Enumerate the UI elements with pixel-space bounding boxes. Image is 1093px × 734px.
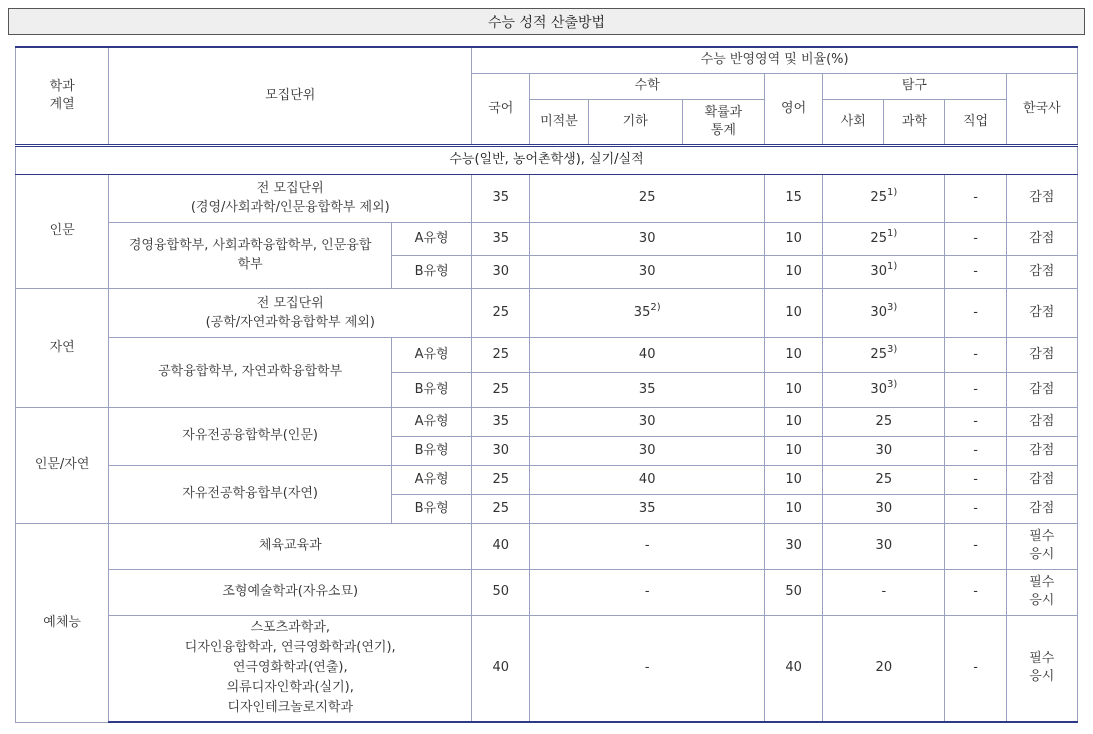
english-cell: 10 [765, 372, 823, 407]
header-math: 수학 [530, 73, 765, 99]
math-cell: 30 [530, 436, 765, 465]
english-cell: 10 [765, 222, 823, 255]
inquiry-cell: 30 [823, 523, 945, 569]
header-math-sub: 미적분 [530, 99, 588, 145]
math-cell: 35 [530, 494, 765, 523]
inquiry-cell: 30 [823, 436, 945, 465]
header-math-sub: 기하 [588, 99, 682, 145]
korean-cell: 25 [472, 337, 530, 372]
history-cell: 필수 응시 [1006, 523, 1077, 569]
unit-cell: 스포츠과학과, 디자인융합학과, 연극영화학과(연기), 연극영화학과(연출), 의류디자인학과(실기), 디자인테크놀로지학과 [109, 615, 472, 722]
type-cell: B유형 [392, 436, 472, 465]
math-cell: - [530, 569, 765, 615]
header-inquiry: 탐구 [823, 73, 1006, 99]
history-cell: 감점 [1006, 174, 1077, 222]
type-cell: A유형 [392, 222, 472, 255]
math-cell: 30 [530, 222, 765, 255]
korean-cell: 25 [472, 465, 530, 494]
unit-cell: 공학융합학부, 자연과학융합학부 [109, 337, 392, 407]
korean-cell: 30 [472, 255, 530, 288]
job-cell: - [945, 288, 1006, 337]
korean-cell: 30 [472, 436, 530, 465]
unit-cell: 경영융합학부, 사회과학융합학부, 인문융합 학부 [109, 222, 392, 288]
history-cell: 필수 응시 [1006, 615, 1077, 722]
header-unit: 모집단위 [109, 47, 472, 145]
job-cell: - [945, 569, 1006, 615]
history-cell: 감점 [1006, 436, 1077, 465]
history-cell: 감점 [1006, 255, 1077, 288]
unit-cell: 자유전공학융합부(자연) [109, 465, 392, 523]
type-cell: B유형 [392, 494, 472, 523]
job-cell: - [945, 372, 1006, 407]
math-cell: - [530, 615, 765, 722]
header-math-sub: 확률과 통계 [682, 99, 764, 145]
job-cell: - [945, 337, 1006, 372]
header-inquiry-sub: 사회 [823, 99, 884, 145]
korean-cell: 35 [472, 407, 530, 436]
job-cell: - [945, 436, 1006, 465]
english-cell: 50 [765, 569, 823, 615]
type-cell: B유형 [392, 255, 472, 288]
type-cell: A유형 [392, 465, 472, 494]
math-cell: 40 [530, 337, 765, 372]
job-cell: - [945, 494, 1006, 523]
english-cell: 10 [765, 465, 823, 494]
unit-cell: 전 모집단위 (경영/사회과학/인문융합학부 제외) [109, 174, 472, 222]
history-cell: 감점 [1006, 222, 1077, 255]
inquiry-cell: 25$^{3)}$ [823, 337, 945, 372]
english-cell: 15 [765, 174, 823, 222]
inquiry-cell: 25 [823, 465, 945, 494]
unit-cell: 체육교육과 [109, 523, 472, 569]
inquiry-cell: 30$^{1)}$ [823, 255, 945, 288]
history-cell: 감점 [1006, 465, 1077, 494]
korean-cell: 25 [472, 288, 530, 337]
score-table-wrapper [15, 46, 1078, 723]
math-cell: 30 [530, 407, 765, 436]
unit-cell: 전 모집단위 (공학/자연과학융합학부 제외) [109, 288, 472, 337]
english-cell: 10 [765, 407, 823, 436]
unit-cell: 조형예술학과(자유소묘) [109, 569, 472, 615]
english-cell: 10 [765, 436, 823, 465]
section-title: 수능(일반, 농어촌학생), 실기/실적 [16, 145, 1078, 174]
korean-cell: 35 [472, 222, 530, 255]
job-cell: - [945, 465, 1006, 494]
korean-cell: 35 [472, 174, 530, 222]
job-cell: - [945, 222, 1006, 255]
korean-cell: 25 [472, 372, 530, 407]
header-history: 한국사 [1006, 73, 1077, 145]
history-cell: 감점 [1006, 337, 1077, 372]
math-cell: 40 [530, 465, 765, 494]
korean-cell: 25 [472, 494, 530, 523]
history-cell: 감점 [1006, 288, 1077, 337]
korean-cell: 40 [472, 615, 530, 722]
history-cell: 감점 [1006, 372, 1077, 407]
history-cell: 필수 응시 [1006, 569, 1077, 615]
header-korean: 국어 [472, 73, 530, 145]
header-reflect-title: 수능 반영영역 및 비율(%) [472, 47, 1078, 73]
header-inquiry-sub: 직업 [945, 99, 1006, 145]
header-dept: 학과 계열 [16, 47, 109, 145]
inquiry-cell: 30 [823, 494, 945, 523]
history-cell: 감점 [1006, 494, 1077, 523]
inquiry-cell: 25$^{1)}$ [823, 222, 945, 255]
group-name: 예체능 [16, 523, 109, 722]
english-cell: 40 [765, 615, 823, 722]
group-name: 자연 [16, 288, 109, 407]
inquiry-cell: 25 [823, 407, 945, 436]
type-cell: B유형 [392, 372, 472, 407]
math-cell: 35 [530, 372, 765, 407]
job-cell: - [945, 407, 1006, 436]
job-cell: - [945, 174, 1006, 222]
inquiry-cell: 25$^{1)}$ [823, 174, 945, 222]
math-cell: 25 [530, 174, 765, 222]
unit-cell: 자유전공융합학부(인문) [109, 407, 392, 465]
header-english: 영어 [765, 73, 823, 145]
job-cell: - [945, 255, 1006, 288]
english-cell: 10 [765, 255, 823, 288]
job-cell: - [945, 523, 1006, 569]
history-cell: 감점 [1006, 407, 1077, 436]
english-cell: 10 [765, 494, 823, 523]
type-cell: A유형 [392, 337, 472, 372]
korean-cell: 50 [472, 569, 530, 615]
korean-cell: 40 [472, 523, 530, 569]
page-title: 수능 성적 산출방법 [8, 8, 1085, 35]
inquiry-cell: 30$^{3)}$ [823, 372, 945, 407]
group-name: 인문 [16, 174, 109, 288]
score-table [15, 46, 1078, 723]
english-cell: 10 [765, 288, 823, 337]
group-name: 인문/자연 [16, 407, 109, 523]
inquiry-cell: 20 [823, 615, 945, 722]
header-inquiry-sub: 과학 [884, 99, 945, 145]
inquiry-cell: - [823, 569, 945, 615]
english-cell: 30 [765, 523, 823, 569]
job-cell: - [945, 615, 1006, 722]
type-cell: A유형 [392, 407, 472, 436]
inquiry-cell: 30$^{3)}$ [823, 288, 945, 337]
math-cell: 30 [530, 255, 765, 288]
english-cell: 10 [765, 337, 823, 372]
math-cell: - [530, 523, 765, 569]
math-cell: 35$^{2)}$ [530, 288, 765, 337]
